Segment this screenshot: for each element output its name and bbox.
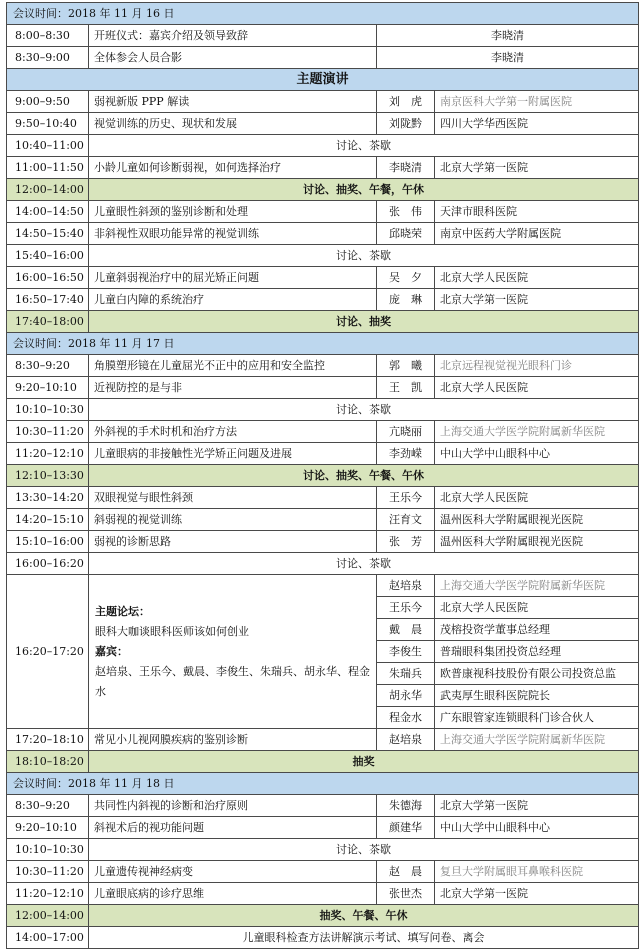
break-row xyxy=(7,135,639,157)
session-topic: 小龄儿童如何诊断弱视，如何选择治疗 xyxy=(89,157,377,179)
panel-org: 欧普康视科技股份有限公司投资总监 xyxy=(435,663,639,685)
session-row xyxy=(7,509,639,531)
session-speaker: 李劲嵘 xyxy=(377,443,435,465)
break-row xyxy=(7,465,639,487)
session-topic: 儿童眼病的非接触性光学矫正问题及进展 xyxy=(89,443,377,465)
session-org: 上海交通大学医学院附属新华医院 xyxy=(435,729,639,751)
session-speaker: 王乐今 xyxy=(377,487,435,509)
session-time: 8:30–9:20 xyxy=(7,355,89,377)
forum-guests: 赵培泉、王乐今、戴晨、李俊生、朱瑞兵、胡永华、程金水 xyxy=(95,664,370,698)
session-org: 上海交通大学医学院附属新华医院 xyxy=(435,421,639,443)
session-time: 10:10–10:30 xyxy=(7,839,89,861)
session-time: 11:20–12:10 xyxy=(7,443,89,465)
break-label: 讨论、茶歇 xyxy=(89,839,639,861)
session-time: 18:10–18:20 xyxy=(7,751,89,773)
break-label: 讨论、茶歇 xyxy=(89,553,639,575)
session-speaker: 刘陇黔 xyxy=(377,113,435,135)
break-label: 讨论、茶歇 xyxy=(89,245,639,267)
session-row xyxy=(7,223,639,245)
session-org: 复旦大学附属眼耳鼻喉科医院 xyxy=(435,861,639,883)
day-header-row xyxy=(7,333,639,355)
schedule-body xyxy=(7,3,639,949)
panel-org: 广东眼管家连锁眼科门诊合伙人 xyxy=(435,707,639,729)
session-time: 14:00–17:00 xyxy=(7,927,89,949)
session-topic: 视觉训练的历史、现状和发展 xyxy=(89,113,377,135)
session-speaker: 汪育文 xyxy=(377,509,435,531)
break-label: 讨论、抽奖、午餐、午休 xyxy=(89,465,639,487)
panel-org: 北京大学人民医院 xyxy=(435,597,639,619)
break-label: 讨论、抽奖、午餐，午休 xyxy=(89,179,639,201)
break-label: 抽奖 xyxy=(89,751,639,773)
session-org: 中山大学中山眼科中心 xyxy=(435,443,639,465)
session-speaker: 赵 晨 xyxy=(377,861,435,883)
session-topic: 儿童白内障的系统治疗 xyxy=(89,289,377,311)
break-label: 讨论、抽奖 xyxy=(89,311,639,333)
panel-org: 武夷厚生眼科医院院长 xyxy=(435,685,639,707)
break-label: 儿童眼科检查方法讲解演示考试、填写问卷、离会 xyxy=(89,927,639,949)
session-topic: 弱视新版 PPP 解读 xyxy=(89,91,377,113)
session-speaker: 朱德海 xyxy=(377,795,435,817)
session-time: 14:20–15:10 xyxy=(7,509,89,531)
break-row xyxy=(7,839,639,861)
session-org: 温州医科大学附属眼视光医院 xyxy=(435,531,639,553)
session-time: 8:00–8:30 xyxy=(7,25,89,47)
panel-org: 普瑞眼科集团投资总经理 xyxy=(435,641,639,663)
panel-org: 上海交通大学医学院附属新华医院 xyxy=(435,575,639,597)
panel-speaker: 程金水 xyxy=(377,707,435,729)
forum-row xyxy=(7,575,639,597)
section-row xyxy=(7,69,639,91)
session-time: 16:50–17:40 xyxy=(7,289,89,311)
session-topic: 开班仪式：嘉宾介绍及领导致辞 xyxy=(89,25,377,47)
forum-guests-label: 嘉宾： xyxy=(95,644,128,658)
session-time: 11:00–11:50 xyxy=(7,157,89,179)
session-speaker: 张 伟 xyxy=(377,201,435,223)
session-time: 11:20–12:10 xyxy=(7,883,89,905)
break-row xyxy=(7,245,639,267)
break-label: 讨论、茶歇 xyxy=(89,135,639,157)
session-org: 中山大学中山眼科中心 xyxy=(435,817,639,839)
day-header-row xyxy=(7,773,639,795)
schedule-table xyxy=(6,2,639,949)
session-topic: 斜视术后的视功能问题 xyxy=(89,817,377,839)
session-time: 8:30–9:20 xyxy=(7,795,89,817)
session-speaker: 吴 夕 xyxy=(377,267,435,289)
session-row xyxy=(7,25,639,47)
session-time: 12:10–13:30 xyxy=(7,465,89,487)
panel-speaker: 李俊生 xyxy=(377,641,435,663)
session-time: 9:20–10:10 xyxy=(7,817,89,839)
session-speaker: 张世杰 xyxy=(377,883,435,905)
session-row xyxy=(7,883,639,905)
session-speaker: 李晓清 xyxy=(377,157,435,179)
session-org: 北京大学第一医院 xyxy=(435,883,639,905)
session-row xyxy=(7,113,639,135)
panel-org: 茂榕投资学董事总经理 xyxy=(435,619,639,641)
session-org: 南京中医药大学附属医院 xyxy=(435,223,639,245)
session-row xyxy=(7,443,639,465)
session-speaker: 郭 曦 xyxy=(377,355,435,377)
break-row xyxy=(7,553,639,575)
day-header: 会议时间：2018 年 11 月 17 日 xyxy=(7,333,639,355)
session-time: 16:00–16:50 xyxy=(7,267,89,289)
session-row xyxy=(7,267,639,289)
session-speaker: 庞 琳 xyxy=(377,289,435,311)
session-topic: 常见小儿视网膜疾病的鉴别诊断 xyxy=(89,729,377,751)
session-topic: 角膜塑形镜在儿童屈光不正中的应用和安全监控 xyxy=(89,355,377,377)
session-org: 北京远程视觉视光眼科门诊 xyxy=(435,355,639,377)
session-time: 9:20–10:10 xyxy=(7,377,89,399)
forum-description xyxy=(89,575,377,729)
break-row xyxy=(7,751,639,773)
session-time: 15:40–16:00 xyxy=(7,245,89,267)
session-org: 天津市眼科医院 xyxy=(435,201,639,223)
session-time: 8:30–9:00 xyxy=(7,47,89,69)
session-time: 14:50–15:40 xyxy=(7,223,89,245)
forum-time: 16:20–17:20 xyxy=(7,575,89,729)
section-title: 主题演讲 xyxy=(7,69,639,91)
break-label: 讨论、茶歇 xyxy=(89,399,639,421)
panel-speaker: 朱瑞兵 xyxy=(377,663,435,685)
session-topic: 非斜视性双眼功能异常的视觉训练 xyxy=(89,223,377,245)
session-topic: 外斜视的手术时机和治疗方法 xyxy=(89,421,377,443)
session-topic: 近视防控的是与非 xyxy=(89,377,377,399)
day-header: 会议时间：2018 年 11 月 16 日 xyxy=(7,3,639,25)
session-row xyxy=(7,817,639,839)
session-row xyxy=(7,729,639,751)
session-time: 12:00–14:00 xyxy=(7,179,89,201)
session-speaker: 亢晓丽 xyxy=(377,421,435,443)
session-time: 10:40–11:00 xyxy=(7,135,89,157)
break-row xyxy=(7,905,639,927)
break-row xyxy=(7,311,639,333)
session-time: 13:30–14:20 xyxy=(7,487,89,509)
session-row xyxy=(7,487,639,509)
session-time: 15:10–16:00 xyxy=(7,531,89,553)
session-row xyxy=(7,421,639,443)
forum-title: 主题论坛： xyxy=(95,604,150,618)
session-time: 14:00–14:50 xyxy=(7,201,89,223)
break-row xyxy=(7,927,639,949)
session-speaker: 李晓清 xyxy=(377,47,639,69)
session-row xyxy=(7,157,639,179)
session-topic: 斜弱视的视觉训练 xyxy=(89,509,377,531)
session-time: 9:00–9:50 xyxy=(7,91,89,113)
panel-speaker: 戴 晨 xyxy=(377,619,435,641)
session-time: 17:20–18:10 xyxy=(7,729,89,751)
session-org: 北京大学第一医院 xyxy=(435,795,639,817)
session-speaker: 张 芳 xyxy=(377,531,435,553)
session-topic: 儿童眼底病的诊疗思维 xyxy=(89,883,377,905)
session-org: 温州医科大学附属眼视光医院 xyxy=(435,509,639,531)
session-org: 南京医科大学第一附属医院 xyxy=(435,91,639,113)
break-row xyxy=(7,399,639,421)
day-header: 会议时间：2018 年 11 月 18 日 xyxy=(7,773,639,795)
session-row xyxy=(7,47,639,69)
day-header-row xyxy=(7,3,639,25)
session-row xyxy=(7,795,639,817)
session-topic: 双眼视觉与眼性斜颈 xyxy=(89,487,377,509)
panel-speaker: 王乐今 xyxy=(377,597,435,619)
session-time: 10:10–10:30 xyxy=(7,399,89,421)
session-org: 北京大学人民医院 xyxy=(435,487,639,509)
break-label: 抽奖、午餐、午休 xyxy=(89,905,639,927)
forum-subtitle: 眼科大咖谈眼科医师该如何创业 xyxy=(95,624,249,638)
session-org: 四川大学华西医院 xyxy=(435,113,639,135)
panel-speaker: 赵培泉 xyxy=(377,575,435,597)
session-time: 12:00–14:00 xyxy=(7,905,89,927)
session-org: 北京大学第一医院 xyxy=(435,289,639,311)
session-time: 16:00–16:20 xyxy=(7,553,89,575)
session-row xyxy=(7,377,639,399)
session-topic: 儿童遗传视神经病变 xyxy=(89,861,377,883)
break-row xyxy=(7,179,639,201)
session-topic: 全体参会人员合影 xyxy=(89,47,377,69)
session-row xyxy=(7,861,639,883)
session-speaker: 颜建华 xyxy=(377,817,435,839)
panel-speaker: 胡永华 xyxy=(377,685,435,707)
session-speaker: 王 凯 xyxy=(377,377,435,399)
session-time: 17:40–18:00 xyxy=(7,311,89,333)
session-topic: 儿童眼性斜颈的鉴别诊断和处理 xyxy=(89,201,377,223)
session-time: 9:50–10:40 xyxy=(7,113,89,135)
session-row xyxy=(7,289,639,311)
session-time: 10:30–11:20 xyxy=(7,861,89,883)
session-row xyxy=(7,355,639,377)
session-org: 北京大学第一医院 xyxy=(435,157,639,179)
session-topic: 儿童斜弱视治疗中的屈光矫正问题 xyxy=(89,267,377,289)
session-topic: 弱视的诊断思路 xyxy=(89,531,377,553)
session-row xyxy=(7,531,639,553)
session-topic: 共同性内斜视的诊断和治疗原则 xyxy=(89,795,377,817)
session-speaker: 刘 虎 xyxy=(377,91,435,113)
session-org: 北京大学人民医院 xyxy=(435,377,639,399)
session-time: 10:30–11:20 xyxy=(7,421,89,443)
session-row xyxy=(7,91,639,113)
session-speaker: 李晓清 xyxy=(377,25,639,47)
session-row xyxy=(7,201,639,223)
session-speaker: 赵培泉 xyxy=(377,729,435,751)
session-org: 北京大学人民医院 xyxy=(435,267,639,289)
session-speaker: 邱晓荣 xyxy=(377,223,435,245)
